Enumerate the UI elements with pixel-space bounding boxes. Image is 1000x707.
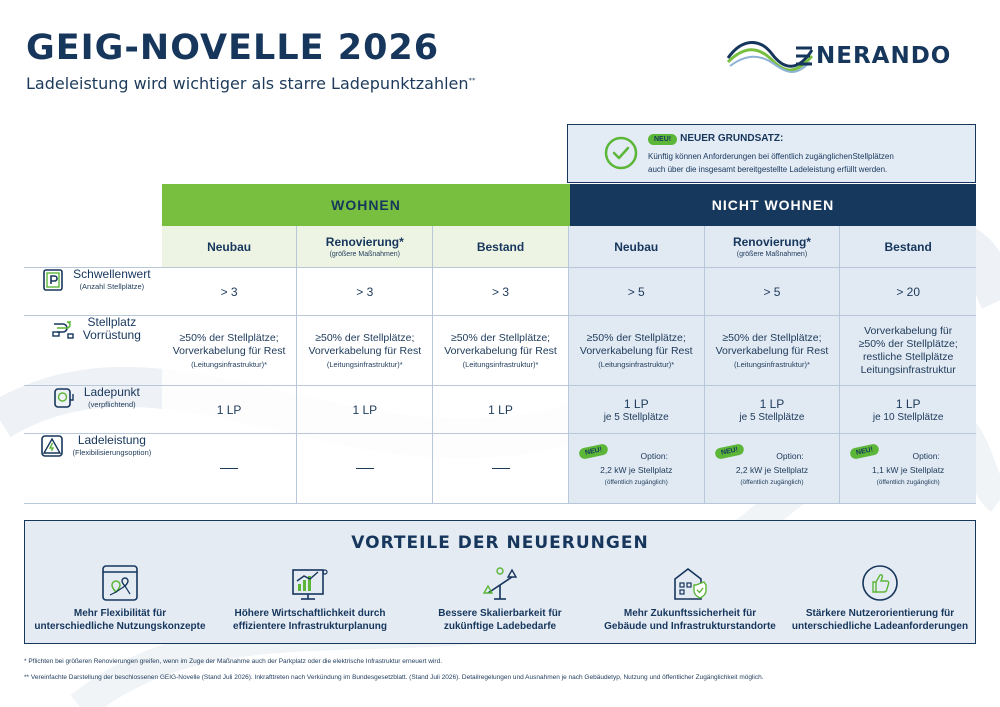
cell-value: 1 LP [216,402,242,417]
notice-body [648,150,968,176]
row-label [24,268,162,316]
option-note: (öffentlich zugänglich) [876,479,940,486]
column-title: Neubau [614,239,659,254]
cell-note: (Leitungsinfrastruktur)* [598,360,675,369]
new-badge: NEU! [714,443,745,460]
row-label-text [72,434,151,457]
option-note: (öffentlich zugänglich) [604,479,668,486]
benefit-text [438,607,561,633]
benefits-panel [24,520,976,644]
row-label-text [84,386,140,409]
column-title: Renovierung* [325,235,404,249]
option-label: Option: [776,451,804,461]
option-box [569,434,704,503]
benefit-line-1: Mehr Flexibilität für [73,608,167,619]
cell-value: 1 LP [623,396,649,411]
new-badge: NEU! [648,134,677,145]
benefit-line-1: Höhere Wirtschaftlichkeit durch [234,608,386,619]
empty-dash [356,468,374,469]
cell-note: (Leitungsinfrastruktur)* [462,360,539,369]
table-cell [433,316,569,386]
parking-icon [41,268,65,292]
cell-line: Vorverkabelung für Rest [444,345,557,357]
cell-sub: je 5 Stellplätze [739,411,805,423]
column-header [297,226,433,268]
option-box [840,434,976,503]
table-cell [297,316,433,386]
benefits-list [25,563,975,633]
empty-dash [492,468,510,469]
table-cell [840,386,976,434]
cell-note: (Leitungsinfrastruktur)* [191,360,268,369]
cell-line: ≥50% der Stellplätze; [450,332,551,344]
group-header-nicht-wohnen: NICHT WOHNEN [570,184,976,226]
table-cell [433,386,569,434]
option-box [705,434,840,503]
cell-line: Leitungsinfrastruktur [860,363,956,376]
cell-value: > 3 [220,284,238,299]
benefit-line-2: Gebäude und Infrastrukturstandorte [604,621,776,632]
logo-text: NERANDO [816,43,952,69]
cell-line: Vorverkabelung für Rest [579,345,693,357]
table-cell [297,434,433,504]
chart-dashboard-icon [290,563,330,603]
table-cell [569,268,705,316]
row-label-sub: (Flexibilisierungsoption) [72,448,152,457]
table-cell [433,434,569,504]
column-header [840,226,976,268]
table-row-ladepunkt [24,386,976,434]
row-label-main: Schwellenwert [73,267,151,281]
column-title: Neubau [207,239,252,254]
notice-line-1: Künftig können Anforderungen bei öffentlich zugänglichenStellplätzen [648,152,894,161]
benefit-text [233,607,387,633]
cell-value: > 3 [492,284,510,299]
benefit-item [785,563,975,633]
row-label-main: Ladepunkt [83,385,140,399]
table-cell [162,434,298,504]
cell-note: (Leitungsinfrastruktur)* [326,360,403,369]
new-badge: NEU! [849,443,880,460]
benefit-line-2: unterschiedliche Ladeanforderungen [791,621,969,632]
benefit-line-2: unterschiedliche Nutzungskonzepte [34,621,206,632]
enerando-logo [726,32,976,80]
new-principle-notice [567,124,976,183]
lightning-warning-icon [40,434,64,458]
table-row-vorruestung [24,316,976,386]
benefit-text [792,607,968,633]
cell-line: Vorverkabelung für [864,324,953,337]
building-shield-icon [670,563,710,603]
cell-value: > 3 [356,284,374,299]
column-header [569,226,705,268]
cell-line: Vorverkabelung für Rest [172,345,286,357]
blank-label-cell [24,226,162,268]
column-title: Bestand [884,239,932,254]
location-flexibility-icon [100,563,140,603]
row-label-main: Ladeleistung [77,433,146,447]
cell-line: Vorverkabelung für Rest [308,345,422,357]
row-label [24,386,162,434]
benefit-text [34,607,205,633]
cell-line: ≥50% der Stellplätze; [315,332,415,344]
table-cell [569,434,705,504]
table-row-schwellenwert [24,268,976,316]
benefit-item [215,563,405,633]
cell-line: restliche Stellplätze [862,350,954,363]
benefit-line-1: Stärkere Nutzerorientierung für [805,608,955,619]
benefit-line-1: Mehr Zukunftssicherheit für [623,608,757,619]
group-header-wohnen: WOHNEN [162,184,570,226]
cell-value: 1 LP [895,396,921,411]
new-badge: NEU! [578,443,609,460]
table-column-header-row [24,226,976,268]
subtitle-footnote-mark: ** [468,76,476,85]
row-label-sub: (verpflichtend) [88,400,136,409]
empty-dash [220,468,238,469]
cell-line: ≥50% der Stellplätze; [586,332,686,344]
row-label [24,316,162,386]
option-note: (öffentlich zugänglich) [740,479,804,486]
benefits-title: VORTEILE DER NEUERUNGEN [351,533,649,553]
cell-line: ≥50% der Stellplätze; [179,332,279,344]
cell-value: > 20 [896,284,921,299]
page-title: GEIG-NOVELLE 2026 [26,28,440,68]
subtitle-text: Ladeleistung wird wichtiger als starre Ladepunktzahlen [26,74,469,93]
column-title: Renovierung* [732,235,811,249]
cell-value: 1 LP [759,396,785,411]
column-note: (größere Maßnahmen) [329,251,400,258]
benefit-line-2: effizientere Infrastrukturplanung [233,621,387,632]
footnote-1: * Pflichten bei größeren Renovierungen greifen, wenn im Zuge der Maßnahme auch der Parkplatz oder die elektrische Infrastruktur erneuert wird. [24,658,443,665]
column-header [705,226,841,268]
footnotes [24,658,976,690]
row-label-sub: (Anzahl Stellplätze) [79,282,145,291]
cell-line: Vorverkabelung für Rest [715,345,829,357]
column-header [162,226,298,268]
header [26,28,476,93]
page-subtitle [26,74,476,93]
table-cell [840,434,976,504]
cell-sub: je 10 Stellplätze [872,411,944,423]
column-header [433,226,569,268]
option-content [840,451,976,486]
checkmark-circle-icon [604,136,638,170]
notice-heading-text: NEUER GRUNDSATZ: [680,133,784,144]
benefit-item [595,563,785,633]
benefit-text [604,607,776,633]
charging-plug-icon [52,386,76,410]
table-cell [840,316,976,386]
benefit-item [405,563,595,633]
table-cell [162,268,298,316]
table-group-header-row [24,184,976,226]
option-value: 2,2 kW je Stellplatz [735,465,809,475]
notice-line-2: auch über die insgesamt bereitgestellte Ladeleistung erfüllt werden. [648,165,888,174]
cell-sub: je 5 Stellplätze [603,411,669,423]
table-cell [705,386,841,434]
cell-value: 1 LP [352,402,378,417]
logo-wave-icon [726,32,814,80]
table-cell [162,316,298,386]
cell-value: 1 LP [488,402,513,417]
table-cell [705,268,841,316]
footnote-2: ** Vereinfachte Darstellung der beschlossenen GEIG-Novelle (Stand Juli 2026). Inkrafttreten nach Verkündung im Bundesgesetzblatt. (Stand Juli 2026). Detailregelungen und Ausnahmen je nach Gebäudetyp, Nutzung und öffentlicher Zugänglichkeit möglich. [24,674,764,681]
table-cell [569,386,705,434]
option-value: 2,2 kW je Stellplatz [600,465,673,475]
table-cell [840,268,976,316]
row-label [24,434,162,504]
cell-line: ≥50% der Stellplätze; [858,337,958,350]
benefit-line-1: Bessere Skalierbarkeit für [438,608,562,619]
table-cell [705,434,841,504]
option-label: Option: [912,451,940,461]
table-cell [297,268,433,316]
cable-icon [51,316,75,340]
scale-growth-icon [480,563,520,603]
table-cell [705,316,841,386]
row-label-main: Stellplatz [87,315,137,329]
cell-value: > 5 [627,284,645,299]
thumbs-up-icon [860,563,900,603]
table-cell [297,386,433,434]
option-content [705,451,840,486]
table-cell [162,386,298,434]
benefit-item [25,563,215,633]
option-label: Option: [640,451,668,461]
cell-line: ≥50% der Stellplätze; [722,332,822,344]
row-label-main-2: Vorrüstung [82,328,141,342]
option-content [569,451,704,486]
option-value: 1,1 kW je Stellplatz [872,465,945,475]
table-cell [569,316,705,386]
notice-heading [648,133,783,145]
requirements-table [24,184,976,504]
row-label-text [83,316,141,342]
cell-value: > 5 [763,284,781,299]
column-title: Bestand [476,239,525,254]
row-label-text [73,268,150,291]
benefit-line-2: zukünftige Ladebedarfe [443,621,557,632]
blank-corner [24,184,162,226]
table-row-ladeleistung [24,434,976,504]
cell-note: (Leitungsinfrastruktur)* [734,360,810,369]
column-note: (größere Maßnahmen) [736,251,808,258]
table-cell [433,268,569,316]
